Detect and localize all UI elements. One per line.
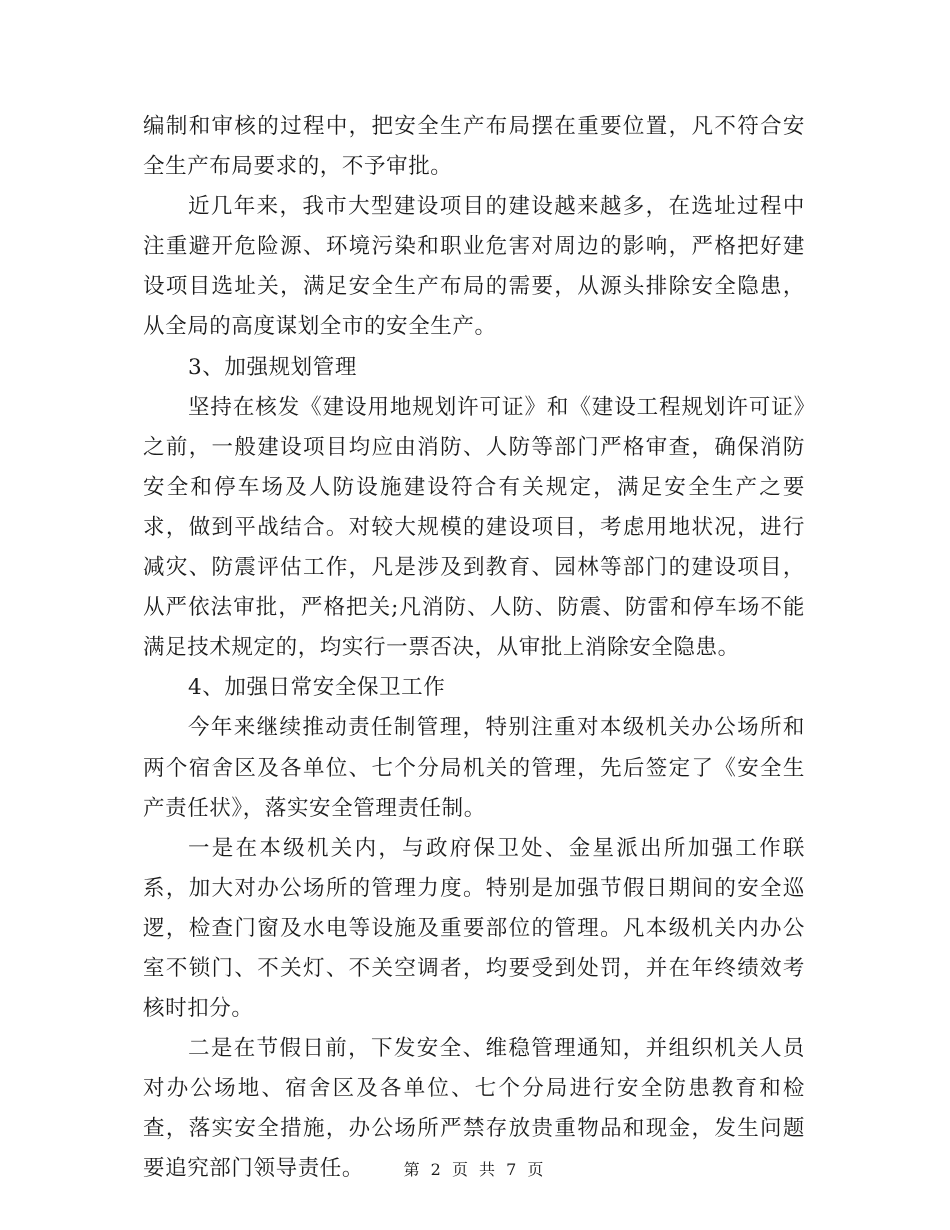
paragraph-1: 编制和审核的过程中，把安全生产布局摆在重要位置，凡不符合安全生产布局要求的，不予审批。 [143,114,805,180]
paragraph-8: 二是在节假日前，下发安全、维稳管理通知，并组织机关人员对办公场地、宿舍区及各单位、七个分局进行安全防患教育和检查，落实安全措施，办公场所严禁存放贵重物品和现金，发生问题要追究部门领导责任。 [143,1036,805,1182]
section-heading-4: 4、加强日常安全保卫工作 [188,675,446,701]
paragraph-6: 今年来继续推动责任制管理，特别注重对本级机关办公场所和两个宿舍区及各单位、七个分局机关的管理，先后签定了《安全生产责任状》，落实安全管理责任制。 [143,715,805,821]
document-body [143,107,805,1190]
page-number-footer: 第 2 页 共 7 页 [403,1160,547,1179]
section-heading-3: 3、加强规划管理 [188,354,357,380]
paragraph-4: 坚持在核发《建设用地规划许可证》和《建设工程规划许可证》之前，一般建设项目均应由消防、人防等部门严格审查，确保消防安全和停车场及人防设施建设符合有关规定，满足安全生产之要求，做到平战结合。对较大规模的建设项目，考虑用地状况，进行减灾、防震评估工作，凡是涉及到教育、园林等部门的建设项目，从严依法审批，严格把关;凡消防、人防、防震、防雷和停车场不能满足技术规定的，均实行一票否决，从审批上消除安全隐患。 [143,394,805,661]
paragraph-7: 一是在本级机关内，与政府保卫处、金星派出所加强工作联系，加大对办公场所的管理力度。特别是加强节假日期间的安全巡逻，检查门窗及水电等设施及重要部位的管理。凡本级机关内办公室不锁门、不关灯、不关空调者，均要受到处罚，并在年终绩效考核时扣分。 [143,835,805,1022]
paragraph-2: 近几年来，我市大型建设项目的建设越来越多，在选址过程中注重避开危险源、环境污染和职业危害对周边的影响，严格把好建设项目选址关，满足安全生产布局的需要，从源头排除安全隐患，从全局的高度谋划全市的安全生产。 [143,194,805,340]
